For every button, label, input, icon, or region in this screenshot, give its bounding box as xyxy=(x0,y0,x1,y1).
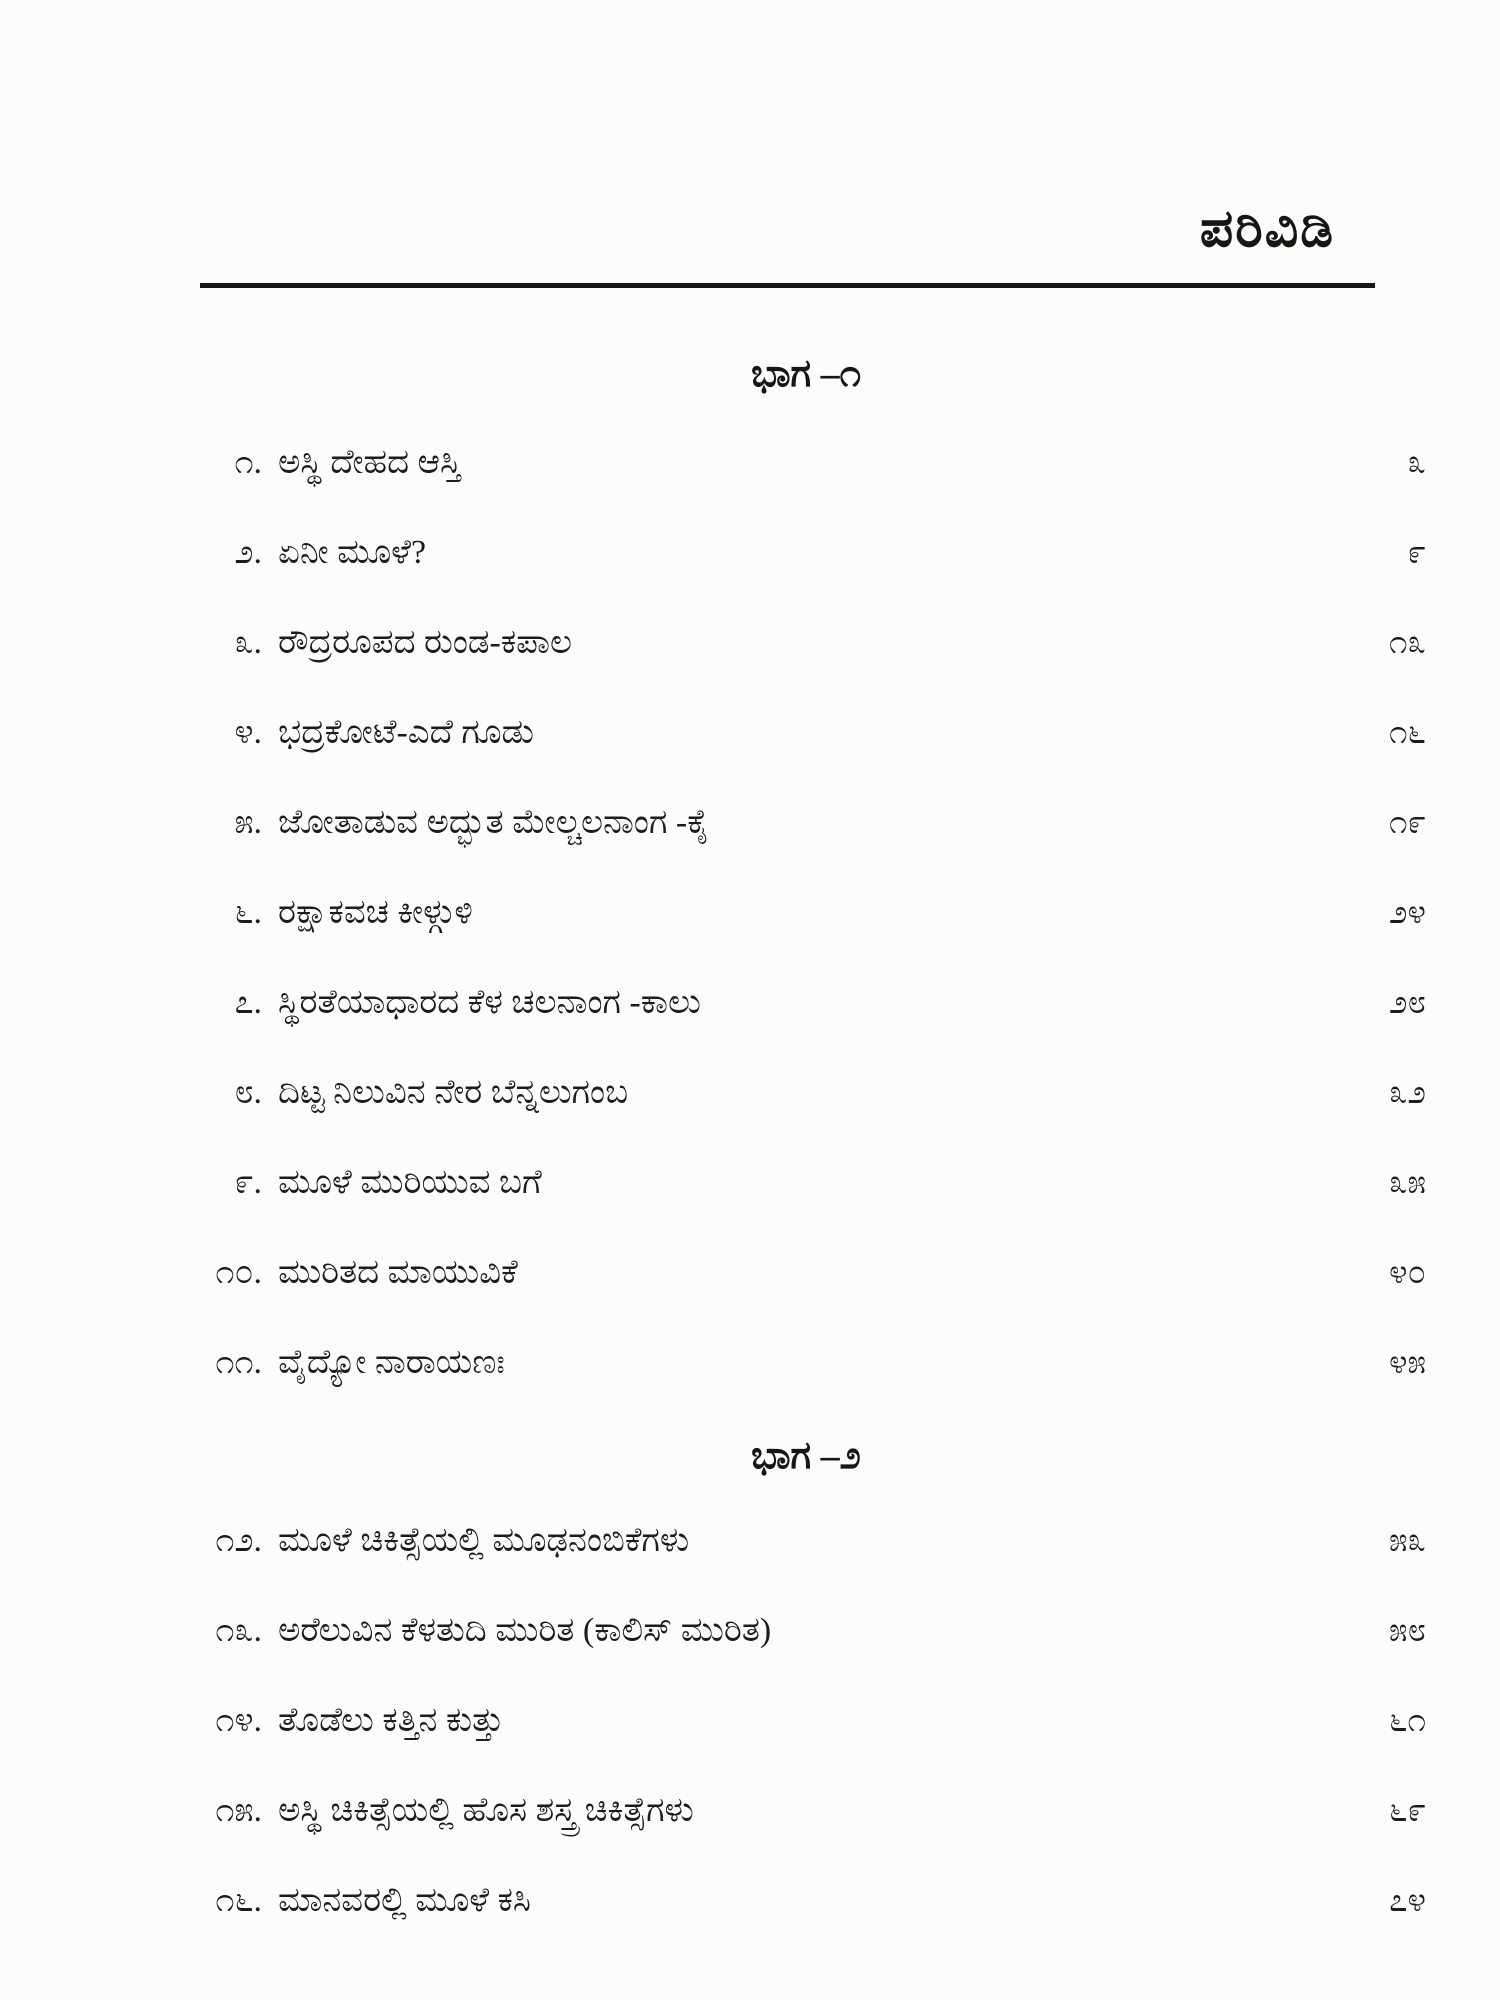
chapter-number: ೪. xyxy=(234,714,262,751)
toc-row xyxy=(186,622,1426,664)
toc-row xyxy=(186,1610,1426,1652)
chapter-page-number: ೩೫ xyxy=(1389,1165,1426,1201)
table-of-contents xyxy=(186,350,1426,1970)
chapter-number: ೧೧. xyxy=(215,1344,262,1381)
chapter-title: ಸ್ಥಿರತೆಯಾಧಾರದ ಕೆಳ ಚಲನಾಂಗ -ಕಾಲು xyxy=(278,984,701,1021)
chapter-number: ೧೫. xyxy=(215,1792,262,1829)
title-underline-rule xyxy=(200,283,1375,288)
chapter-page-number: ೪೦ xyxy=(1389,1255,1426,1291)
chapter-title: ಏನೀ ಮೂಳೆ? xyxy=(278,534,427,571)
chapter-title: ಮೂಳೆ ಚಿಕಿತ್ಸೆಯಲ್ಲಿ ಮೂಢನಂಬಿಕೆಗಳು xyxy=(278,1522,690,1559)
chapter-title: ದಿಟ್ಟ ನಿಲುವಿನ ನೇರ ಬೆನ್ನಲುಗಂಬ xyxy=(278,1074,629,1111)
page-title: ಪರಿವಿಡಿ xyxy=(1199,201,1335,258)
toc-row xyxy=(186,802,1426,844)
toc-row xyxy=(186,1342,1426,1384)
chapter-number: ೧೪. xyxy=(215,1702,262,1739)
chapter-page-number: ೭೪ xyxy=(1389,1883,1426,1919)
chapter-title: ಮಾನವರಲ್ಲಿ ಮೂಳೆ ಕಸಿ xyxy=(278,1882,531,1919)
chapter-title: ಅರೆಲುವಿನ ಕೆಳತುದಿ ಮುರಿತ (ಕಾಲಿಸ್ ಮುರಿತ) xyxy=(278,1612,772,1649)
toc-row xyxy=(186,442,1426,484)
chapter-title: ಮುರಿತದ ಮಾಯುವಿಕೆ xyxy=(278,1254,518,1291)
chapter-number: ೭. xyxy=(234,984,262,1021)
chapter-number: ೯. xyxy=(234,1164,262,1201)
chapter-page-number: ೩ xyxy=(1407,445,1426,481)
chapter-title: ವೈದ್ಯೋ ನಾರಾಯಣಃ xyxy=(278,1344,505,1381)
chapter-page-number: ೯ xyxy=(1407,535,1426,571)
chapter-title: ಅಸ್ಥಿ ಚಿಕಿತ್ಸೆಯಲ್ಲಿ ಹೊಸ ಶಸ್ತ್ರ ಚಿಕಿತ್ಸೆಗಳು xyxy=(278,1792,694,1829)
chapter-number: ೧೦. xyxy=(215,1254,262,1291)
toc-row xyxy=(186,1252,1426,1294)
chapter-page-number: ೨೮ xyxy=(1389,985,1426,1021)
toc-row xyxy=(186,532,1426,574)
chapter-number: ೧೨. xyxy=(215,1522,262,1559)
chapter-title: ಜೋತಾಡುವ ಅದ್ಭುತ ಮೇಲ್ಚಲನಾಂಗ -ಕೈ xyxy=(278,804,710,841)
chapter-page-number: ೩೨ xyxy=(1389,1075,1426,1111)
chapter-number: ೬. xyxy=(234,894,262,931)
chapter-page-number: ೧೩ xyxy=(1389,625,1426,661)
part-1-item-list xyxy=(186,442,1426,1384)
chapter-number: ೧೬. xyxy=(215,1882,262,1919)
chapter-title: ತೊಡೆಲು ಕತ್ತಿನ ಕುತ್ತು xyxy=(278,1702,504,1739)
part-1-heading: ಭಾಗ –೧ xyxy=(751,353,861,395)
chapter-title: ಭದ್ರಕೋಟೆ-ಎದೆ ಗೂಡು xyxy=(278,714,534,751)
part-2-heading: ಭಾಗ –೨ xyxy=(751,1435,861,1477)
toc-row xyxy=(186,1880,1426,1922)
chapter-page-number: ೬೧ xyxy=(1389,1703,1426,1739)
toc-row xyxy=(186,982,1426,1024)
chapter-page-number: ೫೮ xyxy=(1389,1613,1426,1649)
toc-row xyxy=(186,1520,1426,1562)
chapter-number: ೩. xyxy=(234,624,262,661)
toc-row xyxy=(186,1072,1426,1114)
chapter-number: ೧೩. xyxy=(215,1612,262,1649)
chapter-number: ೨. xyxy=(234,534,262,571)
toc-row xyxy=(186,892,1426,934)
chapter-number: ೫. xyxy=(234,804,262,841)
chapter-title: ಮೂಳೆ ಮುರಿಯುವ ಬಗೆ xyxy=(278,1164,542,1201)
chapter-page-number: ೧೬ xyxy=(1389,715,1426,751)
chapter-number: ೮. xyxy=(234,1074,262,1111)
chapter-page-number: ೧೯ xyxy=(1389,805,1426,841)
chapter-page-number: ೨೪ xyxy=(1389,895,1426,931)
chapter-page-number: ೪೫ xyxy=(1389,1345,1426,1381)
toc-row xyxy=(186,1700,1426,1742)
chapter-page-number: ೬೯ xyxy=(1389,1793,1426,1829)
chapter-title: ರೌದ್ರರೂಪದ ರುಂಡ-ಕಪಾಲ xyxy=(278,624,572,661)
chapter-title: ರಕ್ಷಾಕವಚ ಕೀಳ್ಗುಳಿ xyxy=(278,894,473,931)
chapter-number: ೧. xyxy=(234,444,262,481)
toc-row xyxy=(186,1162,1426,1204)
toc-row xyxy=(186,712,1426,754)
chapter-page-number: ೫೩ xyxy=(1389,1523,1426,1559)
part-2-item-list xyxy=(186,1520,1426,1922)
chapter-title: ಅಸ್ಥಿ ದೇಹದ ಆಸ್ತಿ xyxy=(278,444,461,481)
toc-row xyxy=(186,1790,1426,1832)
